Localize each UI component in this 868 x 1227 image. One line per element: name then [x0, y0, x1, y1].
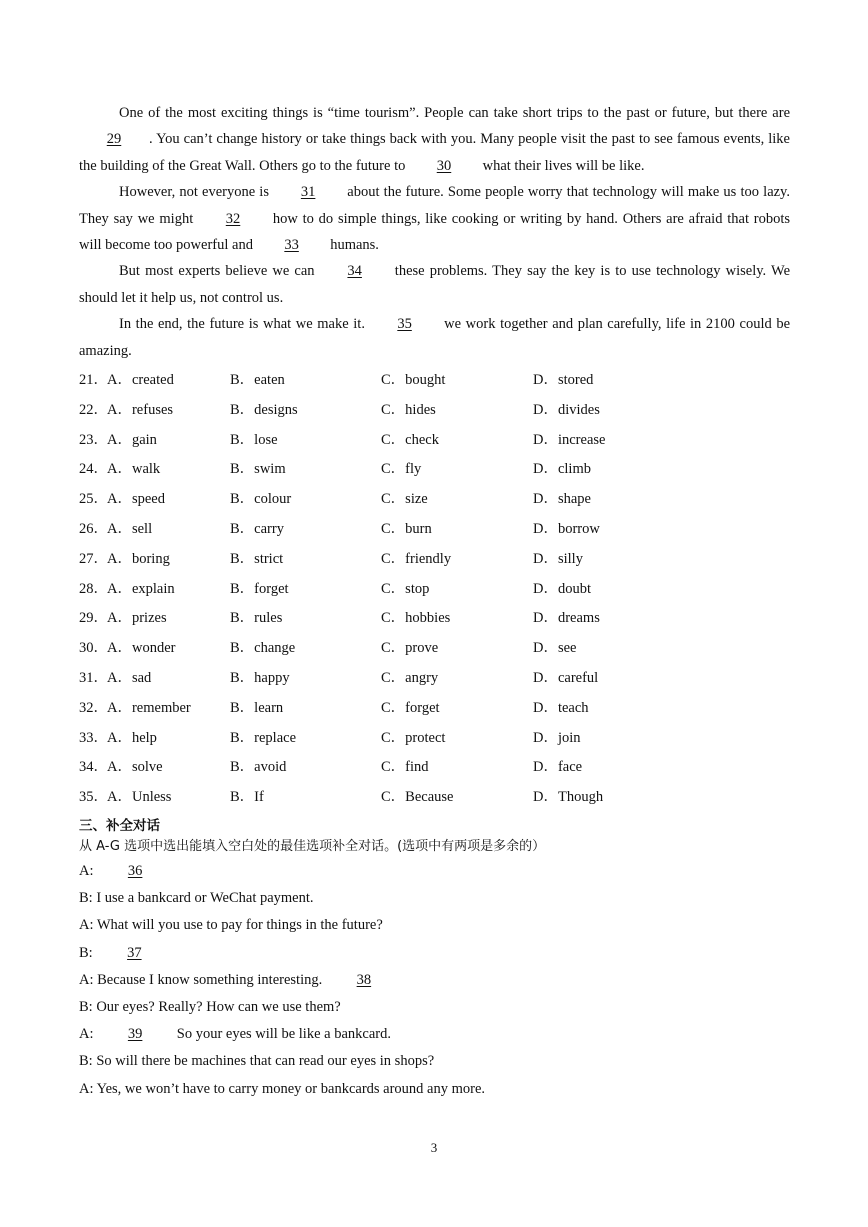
- blank-39: 39: [127, 1026, 143, 1043]
- blank-36: 36: [127, 863, 143, 880]
- dialogue-line: A: Yes, we won’t have to carry money or bankcards around any more.: [79, 1080, 486, 1097]
- option-row: 21． A．created B．eaten C．bought D．stored: [79, 372, 594, 389]
- option-row: 34． A．solve B．avoid C．find D．face: [79, 759, 583, 776]
- section-title: 三、补全对话: [79, 818, 160, 835]
- option-row: 25． A．speed B．colour C．size D．shape: [79, 491, 591, 508]
- passage-paragraph-1: One of the most exciting things is “time tourism”. People can take short trips to the past or future, but there are 29 . You can’t change history or take things back with you. Many people visit the past to see famous events, like the building of the Great Wall. Others go to the future to 30 what their lives will be like.: [79, 100, 790, 179]
- blank-29: 29: [106, 131, 122, 148]
- option-row: 27． A．boring B．strict C．friendly D．silly: [79, 550, 583, 567]
- blank-37: 37: [127, 944, 142, 961]
- option-row: 26． A．sell B．carry C．burn D．borrow: [79, 521, 600, 538]
- page-number: 3: [430, 1140, 438, 1155]
- dialogue-line: A: What will you use to pay for things in the future?: [79, 917, 383, 934]
- document-page: [79, 100, 790, 1103]
- dialogue-line: B: Our eyes? Really? How can we use them?: [79, 999, 341, 1016]
- dialogue-line: A: Because I know something interesting. 38: [79, 967, 790, 994]
- option-row: 31． A．sad B．happy C．angry D．careful: [79, 670, 599, 687]
- passage-paragraph-2: However, not everyone is 31 about the future. Some people worry that technology will make us too lazy. They say we might 32 how to do simple things, like cooking or writing by hand. Others are afraid that robots will become too powerful and 33 humans.: [79, 179, 790, 258]
- option-row: 30． A．wonder B．change C．prove D．see: [79, 640, 577, 657]
- options-list: [79, 366, 790, 813]
- passage-paragraph-4: In the end, the future is what we make it. 35 we work together and plan carefully, life in 2100 could be amazing.: [79, 311, 790, 364]
- dialogue-line: A: 36: [79, 858, 790, 885]
- blank-34: 34: [347, 263, 362, 280]
- blank-31: 31: [300, 184, 316, 201]
- dialogue-line: B: 37: [79, 940, 790, 967]
- option-row: 33． A．help B．replace C．protect D．join: [79, 729, 581, 746]
- dialogue-line: A: 39 So your eyes will be like a bankcard.: [79, 1021, 790, 1048]
- section-instruction: 从 A-G 选项中选出能填入空白处的最佳选项补全对话。(选项中有两项是多余的）: [79, 839, 546, 855]
- option-row: 28． A．explain B．forget C．stop D．doubt: [79, 580, 591, 597]
- option-row: 24． A．walk B．swim C．fly D．climb: [79, 461, 591, 478]
- blank-32: 32: [225, 210, 241, 227]
- blank-30: 30: [436, 157, 452, 174]
- option-row: 29． A．prizes B．rules C．hobbies D．dreams: [79, 610, 600, 627]
- passage-paragraph-3: But most experts believe we can 34 these problems. They say the key is to use technology wisely. We should let it help us, not control us.: [79, 258, 790, 311]
- option-row: 22． A．refuses B．designs C．hides D．divides: [79, 401, 600, 418]
- option-row: 23． A．gain B．lose C．check D．increase: [79, 431, 606, 448]
- blank-38: 38: [356, 971, 372, 988]
- option-row: 32． A．remember B．learn C．forget D．teach: [79, 699, 589, 716]
- option-row: 35． A．Unless B．If C．Because D．Though: [79, 789, 604, 806]
- dialogue-line: B: I use a bankcard or WeChat payment.: [79, 890, 314, 907]
- blank-33: 33: [284, 237, 299, 254]
- blank-35: 35: [397, 316, 412, 333]
- dialogue-line: B: So will there be machines that can read our eyes in shops?: [79, 1053, 435, 1070]
